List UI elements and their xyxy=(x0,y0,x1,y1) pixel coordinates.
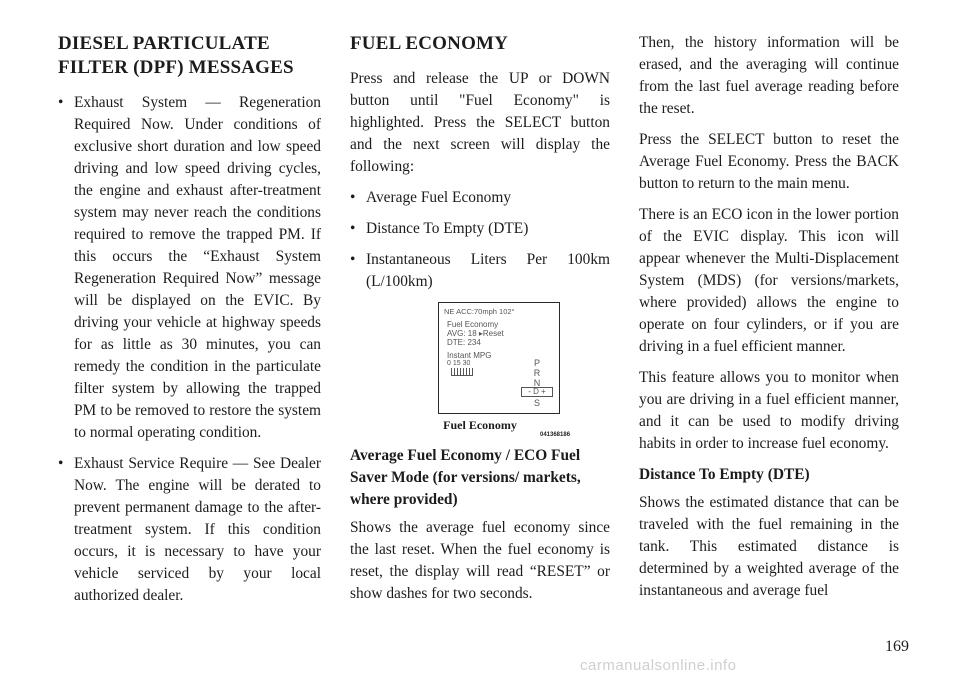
list-item xyxy=(350,187,610,209)
evic-title: Fuel Economy xyxy=(447,320,499,329)
eco-icon-paragraph: There is an ECO icon in the lower portion of the EVIC display. This icon will appear whenever the Multi-Displacement System (MDS) (for versions/markets, where provided) allows the engine to operate on four cylinders, or if you are driving in a fuel efficient manner. xyxy=(639,206,899,355)
monitor-paragraph: This feature allows you to monitor when you are driving in a fuel efficient manner, and it can be used to modify driving habits in order to increase fuel economy. xyxy=(639,369,899,452)
evic-gear-indicator xyxy=(531,358,543,408)
bullet-icon: • xyxy=(350,251,356,268)
list-item-text: Exhaust Service Require — See Dealer Now. The engine will be derated to prevent permanent damage to the after-treatment system. If this condition occurs, it is necessary to have your vehicle serviced by your local authorized dealer. xyxy=(74,455,321,604)
select-paragraph: Press the SELECT button to reset the Average Fuel Economy. Press the BACK button to return to the main menu. xyxy=(639,131,899,192)
evic-mpg-bar xyxy=(451,368,473,376)
fuel-economy-heading: FUEL ECONOMY xyxy=(350,33,509,54)
dpf-heading-line1: DIESEL PARTICULATE xyxy=(58,33,270,54)
list-item-text: Instantaneous Liters Per 100km (L/100km) xyxy=(366,251,610,290)
reset-paragraph: Then, the history information will be erased, and the averaging will continue from the last fuel average reading before the reset. xyxy=(639,34,899,117)
bullet-icon: • xyxy=(58,455,64,472)
evic-instant-label: Instant MPG xyxy=(447,351,492,360)
column-right xyxy=(639,0,899,611)
gear-r: R xyxy=(533,368,541,378)
page-number: 169 xyxy=(885,638,909,655)
watermark: carmanualsonline.info xyxy=(580,657,737,674)
dpf-heading-line2: FILTER (DPF) MESSAGES xyxy=(58,57,294,78)
gear-p: P xyxy=(533,358,540,368)
column-left xyxy=(58,0,321,616)
figure-caption: Fuel Economy xyxy=(443,418,517,432)
dte-paragraph: Shows the estimated distance that can be traveled with the fuel remaining in the tank. This estimated distance is determined by a weighted average of the instantaneous and average fuel xyxy=(639,494,899,599)
evic-gear-select: - D + xyxy=(521,387,553,397)
fuel-economy-list xyxy=(350,187,610,293)
column-spacer xyxy=(639,0,899,32)
fuel-economy-intro: Press and release the UP or DOWN button until "Fuel Economy" is highlighted. Press the SELECT button and the next screen will display the following: xyxy=(350,70,610,175)
figure-code: 041368186 xyxy=(540,432,571,438)
evic-dte: DTE: 234 xyxy=(447,338,481,347)
column-middle xyxy=(350,0,610,614)
list-item-text: Average Fuel Economy xyxy=(366,189,512,206)
evic-scale: 0 15 30 xyxy=(447,360,471,367)
list-item xyxy=(350,249,610,293)
avg-fuel-subhead: Average Fuel Economy / ECO Fuel Saver Mode (for versions/ markets, where provided) xyxy=(350,447,581,508)
dpf-message-list xyxy=(58,92,321,607)
avg-fuel-paragraph: Shows the average fuel economy since the last reset. When the fuel economy is reset, the display will read “RESET” or show dashes for two seconds. xyxy=(350,519,610,602)
bullet-icon: • xyxy=(350,189,356,206)
bullet-icon: • xyxy=(350,220,356,237)
dpf-heading xyxy=(58,32,321,80)
gear-s: S xyxy=(533,398,540,408)
gear-n: N xyxy=(533,378,541,388)
dte-subhead: Distance To Empty (DTE) xyxy=(639,466,810,483)
bullet-icon: • xyxy=(58,94,64,111)
list-item xyxy=(58,453,321,607)
evic-average: AVG: 18 ▸Reset xyxy=(447,329,504,338)
evic-display-figure xyxy=(438,302,560,414)
evic-top-line: NE ACC:70mph 102° xyxy=(444,307,515,316)
list-item-text: Exhaust System — Regeneration Required Now. Under conditions of exclusive short duration and low speed driving and low speed driving cycles, the engine and exhaust after-treatment system may never reach the conditions required to remove the trapped PM. If this occurs the “Exhaust System Regeneration Required Now” message will be displayed on the EVIC. By driving your vehicle at highway speeds for as little as 30 minutes, you can remedy the condition in the particulate filter system by allowing the trapped PM to be removed to restore the system to normal operating condition. xyxy=(74,94,321,441)
list-item-text: Distance To Empty (DTE) xyxy=(366,220,529,237)
list-item xyxy=(58,92,321,444)
list-item xyxy=(350,218,610,240)
